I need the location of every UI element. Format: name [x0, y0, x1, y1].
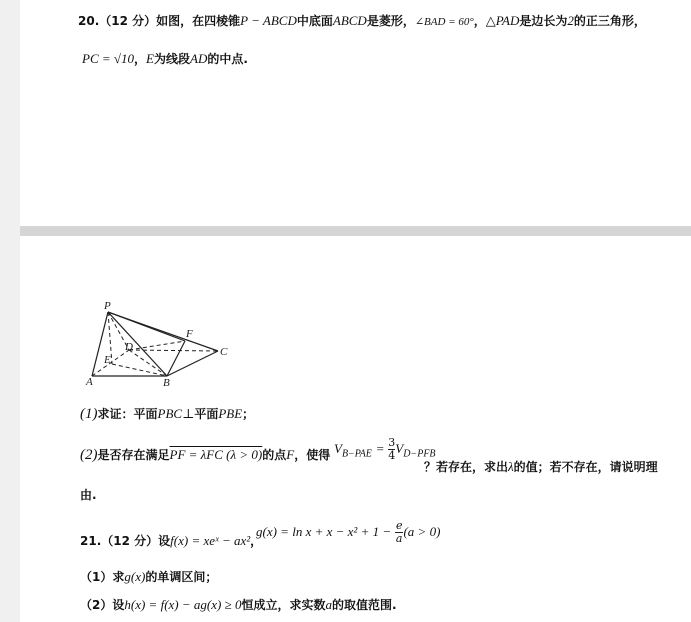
q21-score: （12 分） [101, 534, 159, 548]
label-F: F [186, 328, 193, 340]
q20-math: PF = λFC (λ > 0) [169, 447, 263, 462]
q20-score: （12 分） [99, 14, 157, 28]
q21-part2-number: （2） [80, 598, 113, 612]
q21-text: 的取值范围. [331, 598, 397, 612]
q20-math: V [334, 441, 342, 456]
q20-math: λ [508, 459, 514, 474]
q20-text: 为线段 [154, 52, 191, 66]
page-bottom [20, 236, 691, 622]
page-top [20, 0, 691, 226]
q21-part2 [80, 596, 397, 613]
edge-BC [167, 351, 218, 376]
q20-text: 求证：平面 [97, 407, 158, 421]
q21-text: 求 [112, 570, 125, 584]
q20-volume-equation [334, 437, 436, 462]
q21-math: (a > 0) [403, 524, 441, 539]
edge-FB [167, 341, 185, 376]
q20-part2-end [80, 486, 97, 503]
q20-part2-tail [424, 458, 658, 475]
q20-math: E [146, 51, 154, 66]
q21-text: 设 [112, 598, 125, 612]
q20-text: 如图，在四棱锥 [156, 14, 241, 28]
label-D: D [125, 341, 133, 353]
q20-math: F [286, 447, 295, 462]
q20-number: 20. [78, 14, 100, 28]
q20-math: PBE [218, 406, 243, 421]
q21-math: g(x) = ln x + x − x² + 1 − [256, 524, 392, 539]
q20-math: 2 [567, 13, 574, 28]
q20-math-sub: D−PFB [403, 448, 436, 460]
q21-part1 [80, 568, 217, 585]
q20-math: PC = √10 [82, 51, 135, 66]
q21-math: a [325, 597, 332, 612]
q20-text: 的值；若不存在，请说明理 [513, 460, 658, 474]
q21-g-definition [256, 520, 440, 545]
q20-text: ， [473, 14, 486, 28]
q20-stem-line1 [78, 12, 646, 29]
page-separator [20, 226, 691, 236]
q20-math-sub: B−PAE [341, 448, 372, 460]
q20-text: ？若存在，求出 [424, 460, 509, 474]
label-P: P [104, 300, 111, 312]
q20-part1 [80, 405, 254, 423]
fraction-numerator: 3 [388, 436, 396, 449]
q20-math: ABCD [332, 13, 367, 28]
q20-text: 是菱形， [366, 14, 415, 28]
q21-math: h(x) = f(x) − ag(x) ≥ 0 [124, 597, 242, 612]
edge-DF [129, 341, 185, 350]
q20-text: ； [242, 407, 255, 421]
q20-math: PBC [157, 406, 183, 421]
pyramid-figure [80, 298, 240, 390]
q20-text: 平面 [194, 407, 219, 421]
q21-text: 恒成立，求实数 [241, 598, 326, 612]
q20-math: ⊥ [182, 406, 195, 421]
q20-math: ∠BAD = 60° [414, 16, 474, 28]
q21-text: ， [250, 534, 263, 548]
fraction-denominator: 4 [388, 449, 396, 462]
q20-stem-line2 [82, 50, 248, 67]
q21-stem [80, 532, 262, 549]
label-A: A [86, 376, 93, 388]
q21-math: g(x) [124, 569, 146, 584]
q20-part1-number: (1) [80, 406, 98, 422]
q20-math: P − ABCD [240, 13, 297, 28]
q21-math: f(x) = xeˣ − ax² [170, 533, 251, 548]
edge-PF [108, 312, 185, 341]
q20-math: △PAD [485, 13, 520, 28]
q20-text: ，使得 [294, 448, 331, 462]
q21-text: 设 [158, 534, 171, 548]
edge-DC [129, 350, 218, 351]
fraction-numerator: e [395, 519, 403, 532]
label-B: B [163, 377, 170, 389]
q21-text: 的单调区间； [145, 570, 218, 584]
q20-text: 是否存在满足 [97, 448, 170, 462]
q20-part2 [80, 446, 330, 464]
fraction-denominator: a [395, 532, 403, 545]
q20-text: 由. [80, 488, 97, 502]
q20-math: AD [190, 51, 208, 66]
q21-number: 21. [80, 534, 102, 548]
q20-text: 是边长为 [519, 14, 568, 28]
q20-part2-number: (2) [80, 447, 98, 463]
q20-math: V [395, 441, 404, 456]
edge-PB [108, 312, 167, 376]
q21-part1-number: （1） [80, 570, 113, 584]
q20-text: ， [134, 52, 147, 66]
label-C: C [220, 346, 228, 358]
q20-math: = [375, 441, 385, 456]
q20-text: 的中点. [207, 52, 248, 66]
q20-text: 的正三角形， [573, 14, 646, 28]
q20-text: 的点 [262, 448, 287, 462]
q20-text: 中底面 [296, 14, 333, 28]
label-E: E [104, 354, 111, 366]
